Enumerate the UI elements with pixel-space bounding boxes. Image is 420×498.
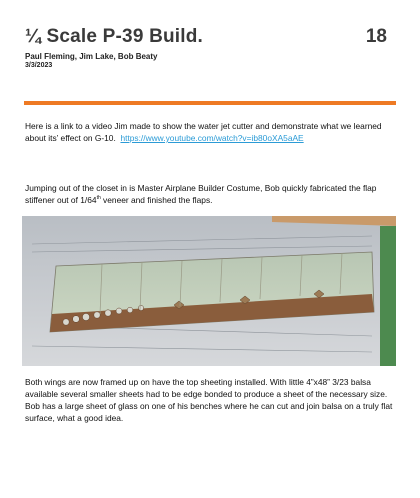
paragraph-text-end: veneer and finished the flaps. (100, 195, 213, 205)
paragraph-text: Jumping out of the closet in is Master Airplane Builder Costume, Bob quickly fabricated the flap stiffener out of 1/64 (25, 183, 377, 205)
paragraph-wings: Both wings are now framed up on have the top sheeting installed. With little 4”x48” 3/23 balsa available several smaller sheets had to be edge bonded to produce a sheet of the necessary size. Bob has a large sheet of glass on one of his benches where he can cut and join balsa on a truly flat surface, what a good idea. (25, 377, 393, 423)
page-number: 18 (365, 26, 387, 47)
paragraph-video-link (25, 120, 397, 144)
photo-image (22, 216, 396, 366)
flap-stiffener-photo (22, 216, 396, 366)
superscript: th (96, 195, 101, 202)
youtube-link[interactable]: https://www.youtube.com/watch?v=ib80oXA5aAE (120, 133, 304, 143)
date: 3/3/2023 (25, 62, 53, 69)
page-title: ¼ Scale P-39 Build. (25, 26, 204, 47)
paragraph-flap-stiffener (25, 182, 397, 206)
orange-divider (24, 101, 396, 105)
paragraph-text: Here is a link to a video Jim made to show the water jet cutter and demonstrate what we learned about its’ effect on G-10. (25, 121, 382, 143)
authors: Paul Fleming, Jim Lake, Bob Beaty (25, 52, 158, 61)
cutting-mat (380, 226, 396, 366)
